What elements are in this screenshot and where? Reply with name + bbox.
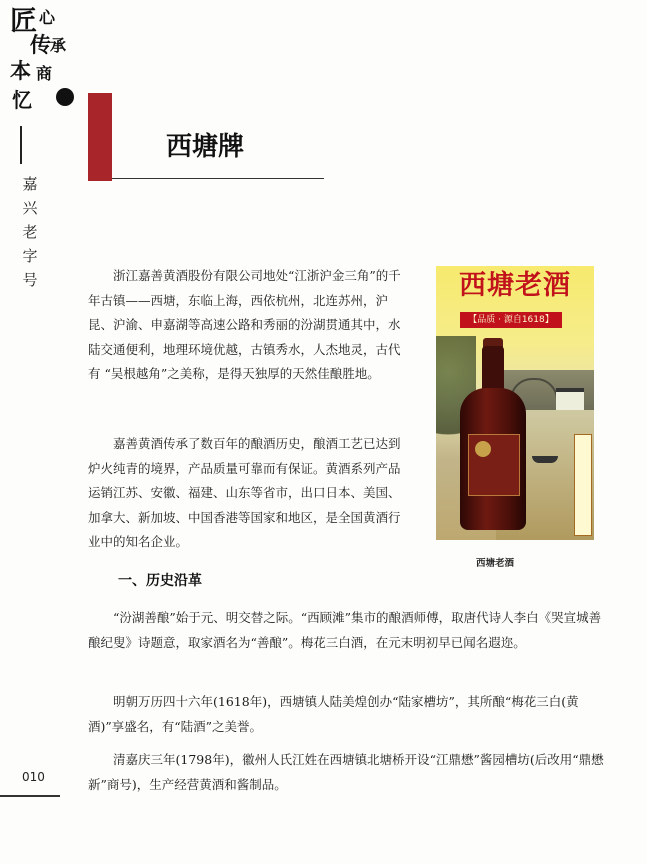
title-accent-bar [88, 93, 112, 181]
side-text-strip [574, 434, 592, 536]
boat-shape [532, 456, 558, 463]
series-title-char: 号 [22, 271, 38, 289]
page-number: 010 [22, 770, 45, 784]
series-title-char: 嘉 [22, 175, 38, 193]
side-divider [20, 126, 22, 164]
logo-char: 承 [50, 36, 67, 55]
series-title-char: 老 [22, 223, 38, 241]
product-photo [436, 266, 594, 540]
series-title [18, 172, 42, 292]
logo-char: 本 [10, 58, 31, 83]
logo-char: 心 [39, 8, 56, 27]
photo-caption: 西塘老酒 [476, 558, 515, 569]
section-heading: 一、历史沿革 [118, 573, 202, 589]
history-paragraph-1: “汾湖善酿”始于元、明交替之际。“西顾滩”集市的酿酒师傅，取唐代诗人李白《哭宣城善酿纪叟》诗题意，取家酒名为“善酿”。梅花三白酒，在元末明初早已闻名遐迩。 [88, 610, 602, 650]
photo-subtitle: 【品质 · 源自1618】 [460, 312, 562, 328]
house-shape [556, 388, 584, 410]
intro-paragraph-1: 浙江嘉善黄酒股份有限公司地处“江浙沪金三角”的千年古镇——西塘，东临上海，西依杭州，北连苏州，沪昆、沪渝、申嘉湖等高速公路和秀丽的汾湖贯通其中，水陆交通便利，地理环境优越，古镇秀水，人杰地灵，古代有 “吴根越角”之美称，是得天独厚的天然佳酿胜地。 [88, 268, 401, 381]
intro-paragraph-2: 嘉善黄酒传承了数百年的酿酒历史，酿酒工艺已达到炉火纯青的境界，产品质量可靠而有保证。黄酒系列产品运销江苏、安徽、福建、山东等省市，出口日本、美国、加拿大、新加坡、中国香港等国家和地区，是全国黄酒行业中的知名企业。 [88, 436, 401, 549]
series-title-char: 兴 [22, 199, 38, 217]
history-paragraph-2: 明朝万历四十六年(1618年)，西塘镇人陆美煌创办“陆家槽坊”，其所酿“梅花三白(黄酒)”享盛名，有“陆酒”之美誉。 [88, 694, 579, 734]
label-emblem-icon [475, 441, 491, 457]
bottle-label-shape [468, 434, 520, 496]
bottle-neck-shape [482, 346, 504, 392]
footer-rule [0, 795, 60, 797]
photo-brand-title: 西塘老酒 [459, 270, 571, 301]
logo-char: 传 [30, 32, 51, 57]
logo-char: 匠 [10, 6, 37, 37]
title-underline [112, 178, 324, 179]
logo-char: 忆 [12, 88, 32, 112]
series-title-char: 字 [22, 247, 38, 265]
logo-char: 商 [36, 64, 53, 83]
series-logo [6, 6, 72, 118]
history-paragraph-3: 清嘉庆三年(1798年)，徽州人氏江姓在西塘镇北塘桥开设“江鼎懋”酱园槽坊(后改用“鼎懋新”商号)，生产经营黄酒和酱制品。 [88, 752, 604, 792]
page-title: 西塘牌 [166, 132, 245, 162]
logo-seal-dot [56, 88, 74, 106]
